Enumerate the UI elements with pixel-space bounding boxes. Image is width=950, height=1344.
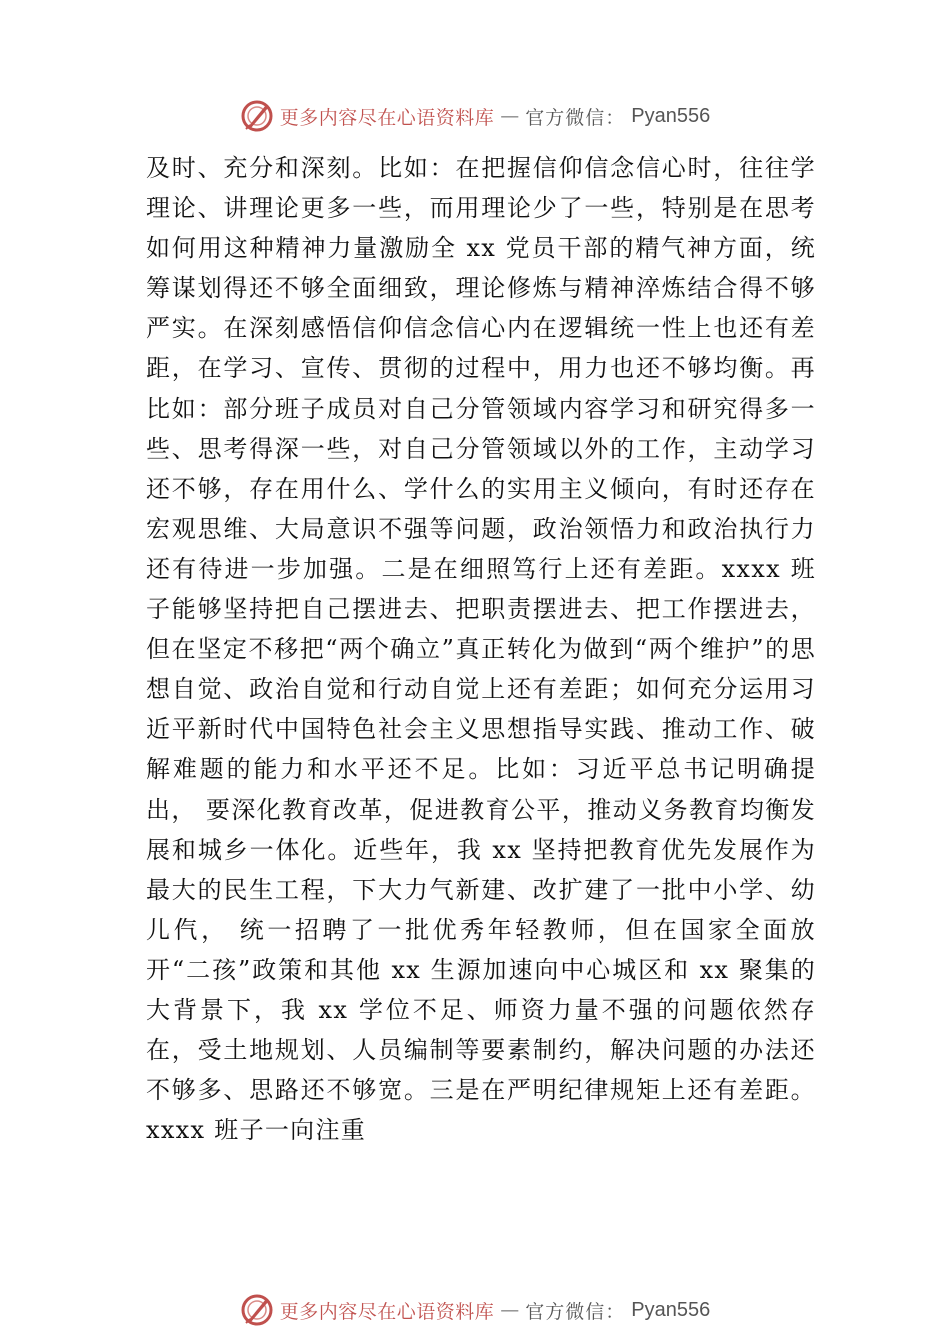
banner-brand-text: 更多内容尽在心语资料库 [279,1300,495,1323]
header-banner [0,96,950,136]
banner-separator: — [500,105,520,127]
quill-seal-icon [240,1293,274,1327]
quill-seal-icon [240,99,274,133]
body-paragraph: 及时、充分和深刻。比如：在把握信仰信念信心时，往往学理论、讲理论更多一些，而用理论少了一些，特别是在思考如何用这种精神力量激励全 xx 党员干部的精气神方面，统筹谋划得还不够全面细致，理论修炼与精神淬炼结合得不够严实。在深刻感悟信仰信念信心内在逻辑统一性上也还有差距，在学习、宣传、贯彻的过程中，用力也还不够均衡。再比如：部分班子成员对自己分管领域内容学习和研究得多一些、思考得深一些，对自己分管领域以外的工作，主动学习还不够，存在用什么、学什么的实用主义倾向，有时还存在宏观思维、大局意识不强等问题，政治领悟力和政治执行力还有待进一步加强。二是在细照笃行上还有差距。xxxx 班子能够坚持把自己摆进去、把职责摆进去、把工作摆进去，但在坚定不移把“两个确立”真正转化为做到“两个维护”的思想自觉、政治自觉和行动自觉上还有差距；如何充分运用习近平新时代中国特色社会主义思想指导实践、推动工作、破解难题的能力和水平还不足。比如：习近平总书记明确提出， 要深化教育改革，促进教育公平，推动义务教育均衡发展和城乡一体化。近些年，我 xx 坚持把教育优先发展作为最大的民生工程，下大力气新建、改扩建了一批中小学、幼儿㐹， 统一招聘了一批优秀年轻教师，但在国家全面放开“二孩”政策和其他 xx 生源加速向中心城区和 xx 聚集的大背景下，我 xx 学位不足、师资力量不强的问题依然存在，受土地规划、人员编制等要素制约，解决问题的办法还不够多、思路还不够宽。三是在严明纪律规矩上还有差距。xxxx 班子一向注重 [146,154,816,1145]
banner-brand-text: 更多内容尽在心语资料库 [279,106,495,129]
footer-banner [0,1290,950,1330]
banner-wechat-id: Pyan556 [631,1298,711,1321]
banner-wechat-id: Pyan556 [631,104,711,127]
banner-official-label: 官方微信： [525,106,626,129]
banner-official-label: 官方微信： [525,1300,626,1323]
banner-separator: — [500,1299,520,1321]
document-body [146,148,816,1150]
